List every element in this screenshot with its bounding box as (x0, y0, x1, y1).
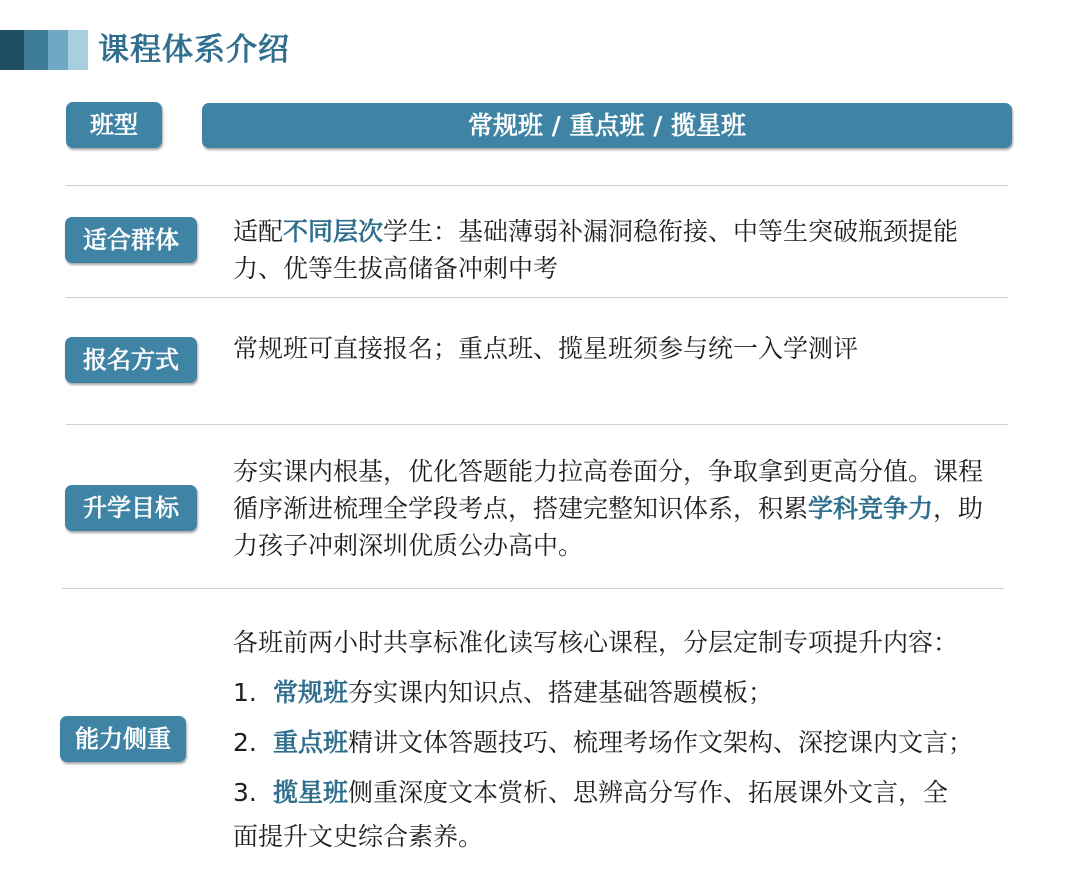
text-segment: 夯实课内根基，优化答题能力拉高卷面分，争取拿到更高分值。课程循序渐进梳理全学段考点，搭建完整知识体系，积累 (233, 457, 984, 523)
highlight-text: 重点班 (273, 728, 349, 757)
row-label-enrollment: 报名方式 (65, 337, 197, 383)
header-decoration-block (0, 30, 24, 70)
row-text-goal (233, 453, 993, 564)
list-number: 2. (233, 728, 257, 757)
list-item (233, 673, 1003, 709)
divider (66, 185, 1008, 186)
page-title: 课程体系介绍 (98, 32, 290, 68)
text-segment: 精讲文体答题技巧、梳理考场作文架构、深挖课内文言； (348, 728, 974, 757)
class-type-value: 常规班 / 重点班 / 揽星班 (202, 103, 1012, 148)
text-segment: ，助力孩子冲刺深圳优质公办高中。 (233, 494, 984, 560)
highlight-text: 常规班 (273, 678, 349, 707)
text-segment: 夯实课内知识点、搭建基础答题模板； (348, 678, 774, 707)
divider (66, 424, 1008, 425)
row-label-target-group: 适合群体 (65, 217, 197, 263)
text-segment: 学生：基础薄弱补漏洞稳衔接、中等生突破瓶颈提能力、优等生拔高储备冲刺中考 (233, 217, 959, 283)
row-text-target-group (233, 213, 993, 287)
row-label-focus: 能力侧重 (60, 716, 186, 762)
highlight-text: 揽星班 (273, 778, 349, 807)
header-decoration-block (68, 30, 88, 70)
class-type-label: 班型 (66, 102, 162, 148)
text-segment: 常规班可直接报名；重点班、揽星班须参与统一入学测评 (233, 334, 859, 363)
header-decoration-block (48, 30, 68, 70)
text-segment: 适配 (233, 217, 284, 246)
focus-intro: 各班前两小时共享标准化读写核心课程，分层定制专项提升内容： (233, 628, 959, 657)
divider (62, 588, 1004, 589)
header-decoration-block (24, 30, 48, 70)
row-label-goal: 升学目标 (65, 485, 197, 531)
highlight-text: 学科竞争力 (808, 494, 934, 523)
highlight-text: 不同层次 (283, 217, 384, 246)
list-item-continuation: 面提升文史综合素养。 (233, 822, 484, 851)
text-segment: 侧重深度文本赏析、思辨高分写作、拓展课外文言，全 (348, 778, 949, 807)
row-text-enrollment (233, 330, 993, 367)
list-number: 3. (233, 778, 257, 807)
list-item (233, 773, 1003, 809)
list-item (233, 723, 1003, 759)
list-number: 1. (233, 678, 257, 707)
divider (66, 297, 1008, 298)
